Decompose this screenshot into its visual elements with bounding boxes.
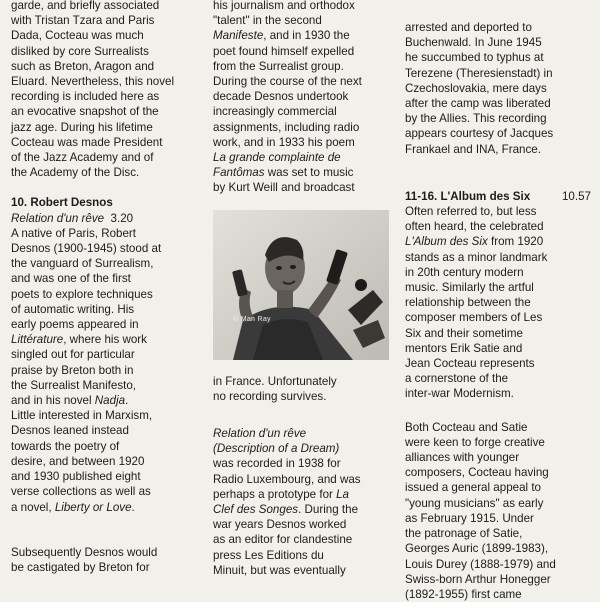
text-line: praise by Breton both in bbox=[11, 363, 134, 377]
text-line: war years Desnos worked bbox=[213, 518, 347, 532]
text-line: recording is included here as bbox=[11, 90, 160, 104]
text-line: disliked by core Surrealists bbox=[11, 44, 149, 58]
text-line: after the camp was liberated bbox=[405, 97, 551, 111]
text-line: work, and in 1933 his poem bbox=[213, 135, 355, 149]
paragraph-cocteau-end bbox=[11, 0, 203, 180]
text-line: such as Breton, Aragon and bbox=[11, 59, 155, 73]
text-line: he succumbed to typhus at bbox=[405, 51, 544, 65]
paragraph-album-des-six bbox=[405, 204, 591, 402]
text-italic: Littérature bbox=[11, 333, 64, 347]
text-line: of automatic writing. His bbox=[11, 302, 135, 316]
text-italic: L'Album des Six bbox=[405, 235, 488, 249]
text-line: from the Surrealist group. bbox=[213, 59, 344, 73]
text-line: alliances with younger bbox=[405, 451, 520, 465]
text-line: by the Allies. This recording bbox=[405, 112, 547, 126]
text-line: often heard, the celebrated bbox=[405, 220, 544, 234]
text-line: from 1920 bbox=[487, 235, 544, 249]
text-line: relationship between the bbox=[405, 296, 531, 310]
text-line: stands as a minor landmark bbox=[405, 250, 548, 264]
text-line: Eluard. Nevertheless, this novel bbox=[11, 75, 175, 89]
column-1 bbox=[11, 0, 203, 575]
text-line: no recording survives. bbox=[213, 389, 327, 403]
text-line: was set to music bbox=[264, 166, 354, 180]
text-line: poet found himself expelled bbox=[213, 44, 355, 58]
text-line: as an editor for clandestine bbox=[213, 533, 353, 547]
text-line: Six and their sometime bbox=[405, 326, 523, 340]
text-line: music. Similarly the artful bbox=[405, 281, 534, 295]
text-line: an evocative snapshot of the bbox=[11, 105, 159, 119]
desnos-photograph bbox=[213, 210, 389, 360]
text-line: appears courtesy of Jacques bbox=[405, 127, 554, 141]
text-italic: La grande complainte de bbox=[213, 151, 341, 165]
text-line: , and in 1930 the bbox=[263, 29, 350, 43]
text-line: Radio Luxembourg, and was bbox=[213, 472, 361, 486]
text-line: by Kurt Weill and broadcast bbox=[213, 181, 355, 195]
track-10-heading bbox=[11, 195, 203, 225]
text-line: During the course of the next bbox=[213, 75, 362, 89]
paragraph-cocteau-satie bbox=[405, 420, 591, 602]
text-line: inter-war Modernism. bbox=[405, 387, 514, 401]
track-10-duration: 3.20 bbox=[110, 211, 134, 225]
text-italic: Nadja bbox=[94, 394, 126, 408]
track-11-16-title: 11-16. L'Album des Six bbox=[405, 189, 531, 203]
text-line: verse collections as well as bbox=[11, 485, 151, 499]
text-line: Cocteau was made President bbox=[11, 135, 163, 149]
text-line: , where his work bbox=[63, 333, 147, 347]
text-line: Terezene (Theresienstadt) in bbox=[405, 66, 553, 80]
text-line: in France. Unfortunately bbox=[213, 374, 337, 388]
text-line: singled out for particular bbox=[11, 348, 135, 362]
text-line: Jean Cocteau represents bbox=[405, 357, 535, 371]
track-11-16-heading bbox=[405, 189, 591, 204]
text-line: assignments, including radio bbox=[213, 120, 360, 134]
text-line: arrested and deported to bbox=[405, 21, 532, 34]
paragraph-relation-recorded bbox=[213, 426, 391, 578]
text-line: . bbox=[125, 394, 129, 408]
column-3 bbox=[405, 20, 591, 602]
text-line: composers, Cocteau having bbox=[405, 466, 549, 480]
text-line: Minuit, but was eventually bbox=[213, 563, 346, 577]
text-line: and in his novel bbox=[11, 394, 95, 408]
text-line: his journalism and orthodox bbox=[213, 0, 355, 12]
track-10-subtitle: Relation d'un rêve bbox=[11, 211, 105, 225]
text-line: A native of Paris, Robert bbox=[11, 226, 137, 240]
portrait-image bbox=[213, 210, 389, 360]
text-line: Czechoslovakia, mere days bbox=[405, 81, 547, 95]
text-line: with Tristan Tzara and Paris bbox=[11, 14, 155, 28]
text-line: be castigated by Breton for bbox=[11, 560, 150, 574]
text-italic: Clef des Songes bbox=[213, 503, 299, 517]
text-line: and was one of the first bbox=[11, 272, 131, 286]
paragraph-desnos-bio bbox=[11, 226, 203, 515]
text-line: in 20th century modern bbox=[405, 265, 524, 279]
text-line: the vanguard of Surrealism, bbox=[11, 257, 154, 271]
text-line: Little interested in Marxism, bbox=[11, 409, 153, 423]
text-italic: Fantômas bbox=[213, 166, 265, 180]
text-line: . bbox=[131, 500, 135, 514]
text-line: were keen to forge creative bbox=[405, 435, 545, 449]
text-line: Georges Auric (1899-1983), bbox=[405, 542, 549, 556]
text-line: Desnos (1900-1945) stood at bbox=[11, 242, 162, 256]
text-italic: Relation d'un rêve bbox=[213, 427, 307, 441]
text-line: press Les Editions du bbox=[213, 548, 324, 562]
text-line: the Surrealist Manifesto, bbox=[11, 378, 137, 392]
text-line: Often referred to, but less bbox=[405, 205, 537, 219]
paragraph-desnos-death bbox=[405, 20, 591, 157]
text-line: jazz age. During his lifetime bbox=[11, 120, 153, 134]
text-line: the patronage of Satie, bbox=[405, 527, 523, 541]
text-line: Frankael and INA, France. bbox=[405, 142, 541, 156]
text-line: Buchenwald. In June 1945 bbox=[405, 36, 542, 50]
text-line: of the Jazz Academy and of bbox=[11, 151, 154, 165]
text-line: early poems appeared in bbox=[11, 318, 139, 332]
text-italic: Manifeste bbox=[213, 29, 264, 43]
text-line: desire, and between 1920 bbox=[11, 454, 145, 468]
text-line: perhaps a prototype for bbox=[213, 487, 337, 501]
text-italic: La bbox=[336, 487, 350, 501]
text-line: issued a general appeal to bbox=[405, 481, 542, 495]
text-line: Dada, Cocteau was much bbox=[11, 29, 144, 43]
text-line: increasingly commercial bbox=[213, 105, 337, 119]
text-line: "talent" in the second bbox=[213, 14, 322, 28]
text-line: mentors Erik Satie and bbox=[405, 341, 523, 355]
text-line: decade Desnos undertook bbox=[213, 90, 349, 104]
text-line: and 1930 published eight bbox=[11, 470, 141, 484]
paragraph-desnos-castigated bbox=[11, 545, 203, 575]
text-italic: Liberty or Love bbox=[54, 500, 132, 514]
text-line: a novel, bbox=[11, 500, 55, 514]
paragraph-no-recording bbox=[213, 374, 391, 404]
paragraph-desnos-expelled bbox=[213, 0, 391, 196]
text-italic: (Description of a Dream) bbox=[213, 442, 340, 456]
text-line: Louis Durey (1888-1979) and bbox=[405, 557, 556, 571]
text-line: composer members of Les bbox=[405, 311, 543, 325]
text-line: was recorded in 1938 for bbox=[213, 457, 341, 471]
text-line: poets to explore techniques bbox=[11, 287, 153, 301]
text-line: as February 1915. Under bbox=[405, 511, 534, 525]
text-line: (1892-1955) first came bbox=[405, 587, 522, 601]
text-line: Desnos leaned instead bbox=[11, 424, 129, 438]
text-line: towards the poetry of bbox=[11, 439, 120, 453]
text-line: the Academy of the Disc. bbox=[11, 166, 140, 180]
text-line: a cornerstone of the bbox=[405, 372, 509, 386]
photo-credit: © Man Ray bbox=[233, 316, 271, 324]
track-10-title: 10. Robert Desnos bbox=[11, 196, 113, 210]
text-line: Subsequently Desnos would bbox=[11, 545, 158, 559]
text-line: "young musicians" as early bbox=[405, 496, 544, 510]
column-2 bbox=[213, 0, 391, 578]
text-line: garde, and briefly associated bbox=[11, 0, 160, 12]
text-line: Swiss-born Arthur Honegger bbox=[405, 572, 551, 586]
track-11-16-duration: 10.57 bbox=[561, 189, 591, 203]
text-line: . During the bbox=[298, 503, 359, 517]
text-line: Both Cocteau and Satie bbox=[405, 420, 528, 434]
